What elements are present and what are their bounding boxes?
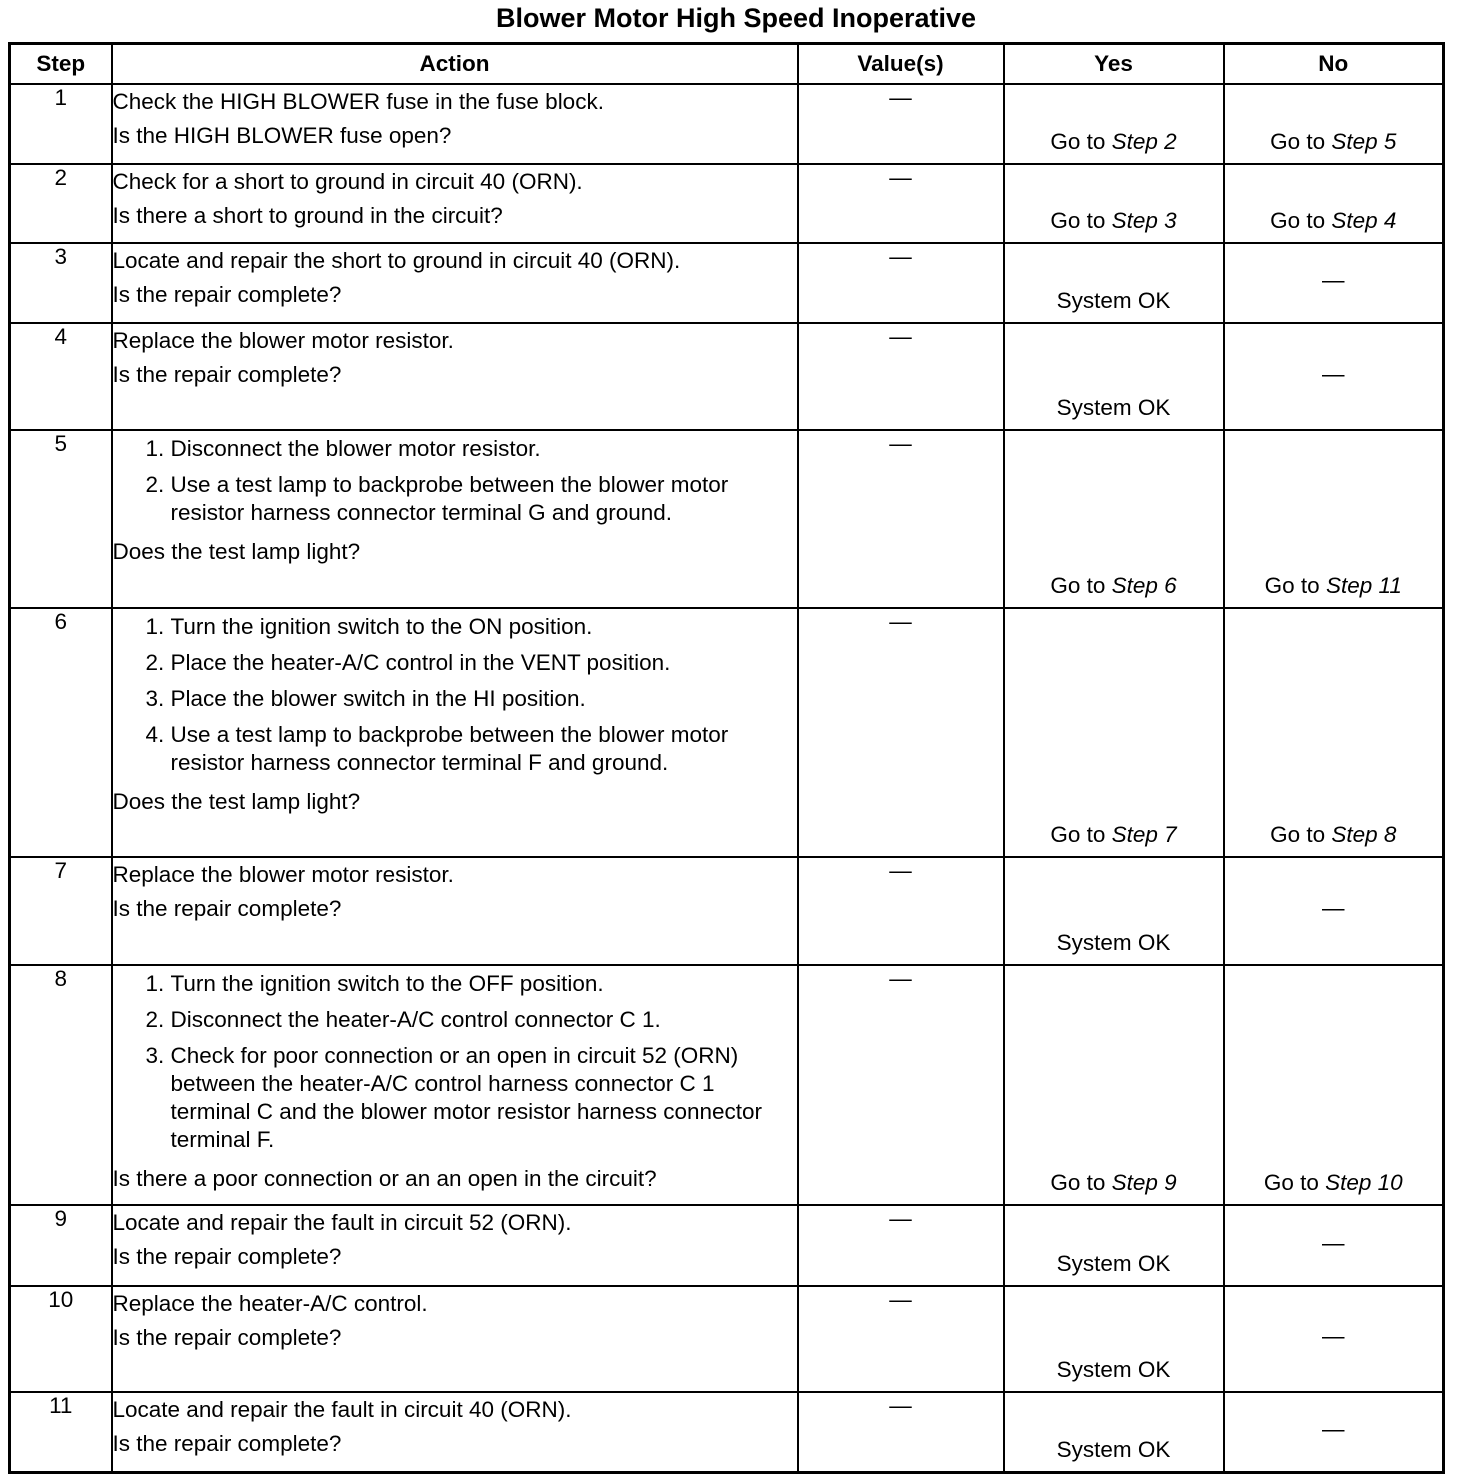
goto-step-link: Step 6 [1111, 573, 1177, 598]
action-content [113, 858, 797, 926]
action-question: Is there a poor connection or an an open in the circuit? [112, 1166, 657, 1191]
action-instructions [113, 165, 797, 199]
column-header-yes: Yes [1004, 44, 1224, 85]
action-text: Locate and repair the fault in circuit 40 (ORN). [112, 1397, 572, 1422]
goto-prefix: Go to [1270, 208, 1326, 233]
action-question: Is the repair complete? [112, 362, 342, 387]
table-row [10, 608, 1444, 857]
value-cell: — [798, 1205, 1004, 1286]
no-cell [1224, 84, 1444, 164]
yes-cell [1004, 430, 1224, 608]
goto-prefix: Go to [1270, 129, 1326, 154]
yes-cell [1004, 1392, 1224, 1472]
numbered-instructions [113, 609, 797, 781]
yes-goto [1005, 208, 1223, 234]
action-cell [112, 965, 798, 1205]
action-content [113, 324, 797, 392]
value-cell: — [798, 164, 1004, 243]
instruction-item: 2. Place the heater-A/C control in the VENT position. [171, 645, 797, 681]
action-instructions [113, 85, 797, 119]
action-cell [112, 323, 798, 430]
no-goto [1225, 208, 1443, 234]
numbered-instructions [113, 966, 797, 1158]
action-instructions [113, 1206, 797, 1240]
instruction-item: 1. Turn the ignition switch to the ON position. [171, 609, 797, 645]
goto-prefix: Go to [1050, 1170, 1106, 1195]
action-question: Is the repair complete? [112, 896, 342, 921]
goto-step-link: Step 7 [1111, 822, 1177, 847]
action-content [113, 1287, 797, 1355]
yes-cell [1004, 84, 1224, 164]
action-instructions [113, 966, 797, 1162]
value-cell: — [798, 323, 1004, 430]
no-goto [1225, 573, 1443, 599]
action-content [113, 85, 797, 153]
step-number: 9 [10, 1205, 112, 1286]
no-dash: — [1322, 1229, 1345, 1255]
action-content [113, 165, 797, 233]
instruction-item: 3. Check for poor connection or an open in circuit 52 (ORN) between the heater-A/C control harness connector C 1 terminal C and the blower motor resistor harness connector terminal F. [171, 1038, 797, 1158]
goto-step-link: Step 5 [1331, 129, 1397, 154]
yes-result: System OK [1056, 1357, 1171, 1382]
action-instructions [113, 1287, 797, 1321]
action-question: Is the repair complete? [112, 282, 342, 307]
goto-step-link: Step 2 [1111, 129, 1177, 154]
yes-cell [1004, 965, 1224, 1205]
action-content [113, 244, 797, 312]
column-header-step: Step [10, 44, 112, 85]
column-header-no: No [1224, 44, 1444, 85]
table-row [10, 84, 1444, 164]
step-number: 2 [10, 164, 112, 243]
table-row [10, 243, 1444, 323]
value-cell: — [798, 608, 1004, 857]
table-row [10, 164, 1444, 243]
goto-step-link: Step 3 [1111, 208, 1177, 233]
action-text: Check the HIGH BLOWER fuse in the fuse block. [112, 89, 604, 114]
instruction-item: 3. Place the blower switch in the HI position. [171, 681, 797, 717]
action-text: Replace the heater-A/C control. [112, 1291, 428, 1316]
action-question: Is the repair complete? [112, 1431, 342, 1456]
value-cell: — [798, 857, 1004, 965]
goto-prefix: Go to [1050, 822, 1106, 847]
action-cell [112, 164, 798, 243]
yes-cell [1004, 323, 1224, 430]
action-cell [112, 243, 798, 323]
action-instructions [113, 431, 797, 535]
action-text: Locate and repair the short to ground in circuit 40 (ORN). [112, 248, 681, 273]
step-number: 1 [10, 84, 112, 164]
step-number: 8 [10, 965, 112, 1205]
value-cell: — [798, 1286, 1004, 1392]
yes-result: System OK [1056, 1436, 1171, 1462]
yes-cell [1004, 1286, 1224, 1392]
action-question: Does the test lamp light? [112, 539, 361, 564]
no-dash: — [1322, 1323, 1345, 1349]
action-text: Replace the blower motor resistor. [112, 328, 454, 353]
no-goto [1225, 822, 1443, 848]
action-instructions [113, 858, 797, 892]
value-cell: — [798, 243, 1004, 323]
no-dash: — [1322, 360, 1345, 386]
table-row [10, 430, 1444, 608]
goto-prefix: Go to [1050, 208, 1106, 233]
step-number: 4 [10, 323, 112, 430]
goto-prefix: Go to [1050, 129, 1106, 154]
yes-goto [1005, 822, 1223, 848]
action-question: Is there a short to ground in the circuit? [112, 203, 503, 228]
action-instructions [113, 1393, 797, 1427]
action-cell [112, 857, 798, 965]
yes-cell [1004, 243, 1224, 323]
step-number: 5 [10, 430, 112, 608]
action-cell [112, 608, 798, 857]
action-instructions [113, 609, 797, 785]
action-text: Locate and repair the fault in circuit 52 (ORN). [112, 1210, 572, 1235]
no-cell [1224, 1205, 1444, 1286]
yes-cell [1004, 857, 1224, 965]
no-goto [1225, 129, 1443, 155]
goto-step-link: Step 11 [1325, 573, 1402, 598]
goto-prefix: Go to [1050, 573, 1106, 598]
value-cell: — [798, 84, 1004, 164]
no-dash: — [1322, 267, 1345, 293]
diagnostic-table [8, 42, 1445, 1474]
yes-result: System OK [1056, 288, 1171, 313]
goto-prefix: Go to [1263, 1170, 1319, 1195]
action-cell [112, 1205, 798, 1286]
yes-cell [1004, 164, 1224, 243]
no-dash: — [1322, 895, 1345, 921]
step-number: 3 [10, 243, 112, 323]
yes-goto [1005, 1170, 1223, 1196]
goto-step-link: Step 8 [1331, 822, 1397, 847]
yes-goto [1005, 573, 1223, 599]
action-cell [112, 430, 798, 608]
action-question: Is the repair complete? [112, 1244, 342, 1269]
yes-cell [1004, 608, 1224, 857]
action-content [113, 609, 797, 819]
instruction-item: 2. Use a test lamp to backprobe between the blower motor resistor harness connector terminal G and ground. [171, 467, 797, 531]
column-header-values: Value(s) [798, 44, 1004, 85]
action-instructions [113, 244, 797, 278]
no-cell [1224, 857, 1444, 965]
action-content [113, 1206, 797, 1274]
action-cell [112, 84, 798, 164]
action-question: Is the repair complete? [112, 1325, 342, 1350]
table-row [10, 1392, 1444, 1472]
yes-result: System OK [1056, 930, 1171, 955]
action-cell [112, 1286, 798, 1392]
instruction-item: 4. Use a test lamp to backprobe between the blower motor resistor harness connector terminal F and ground. [171, 717, 797, 781]
table-row [10, 1286, 1444, 1392]
no-cell [1224, 608, 1444, 857]
page-title: Blower Motor High Speed Inoperative [495, 3, 977, 33]
goto-step-link: Step 9 [1111, 1170, 1177, 1195]
yes-cell [1004, 1205, 1224, 1286]
no-dash: — [1322, 1416, 1345, 1442]
action-question: Does the test lamp light? [112, 789, 361, 814]
instruction-item: 1. Disconnect the blower motor resistor. [171, 431, 797, 467]
step-number: 10 [10, 1286, 112, 1392]
no-cell [1224, 430, 1444, 608]
table-row [10, 857, 1444, 965]
goto-prefix: Go to [1264, 573, 1320, 598]
yes-goto [1005, 129, 1223, 155]
action-content [113, 431, 797, 569]
value-cell: — [798, 430, 1004, 608]
table-header-row [10, 44, 1444, 85]
goto-prefix: Go to [1270, 822, 1326, 847]
value-cell: — [798, 1392, 1004, 1472]
action-question: Is the HIGH BLOWER fuse open? [112, 123, 452, 148]
table-row [10, 323, 1444, 430]
instruction-item: 1. Turn the ignition switch to the OFF position. [171, 966, 797, 1002]
table-body [10, 84, 1444, 1472]
goto-step-link: Step 10 [1325, 1170, 1403, 1195]
action-instructions [113, 324, 797, 358]
no-cell [1224, 243, 1444, 323]
action-text: Replace the blower motor resistor. [112, 862, 454, 887]
no-cell [1224, 1286, 1444, 1392]
no-cell [1224, 323, 1444, 430]
table-row [10, 1205, 1444, 1286]
action-cell [112, 1392, 798, 1472]
goto-step-link: Step 4 [1331, 208, 1397, 233]
step-number: 6 [10, 608, 112, 857]
action-content [113, 1393, 797, 1461]
no-cell [1224, 164, 1444, 243]
no-cell [1224, 1392, 1444, 1472]
yes-result: System OK [1056, 395, 1171, 420]
step-number: 7 [10, 857, 112, 965]
instruction-item: 2. Disconnect the heater-A/C control connector C 1. [171, 1002, 797, 1038]
no-goto [1225, 1170, 1443, 1196]
table-row [10, 965, 1444, 1205]
numbered-instructions [113, 431, 797, 531]
value-cell: — [798, 965, 1004, 1205]
column-header-action: Action [112, 44, 798, 85]
yes-result: System OK [1056, 1251, 1171, 1276]
step-number: 11 [10, 1392, 112, 1472]
action-content [113, 966, 797, 1196]
action-text: Check for a short to ground in circuit 40 (ORN). [112, 169, 583, 194]
no-cell [1224, 965, 1444, 1205]
